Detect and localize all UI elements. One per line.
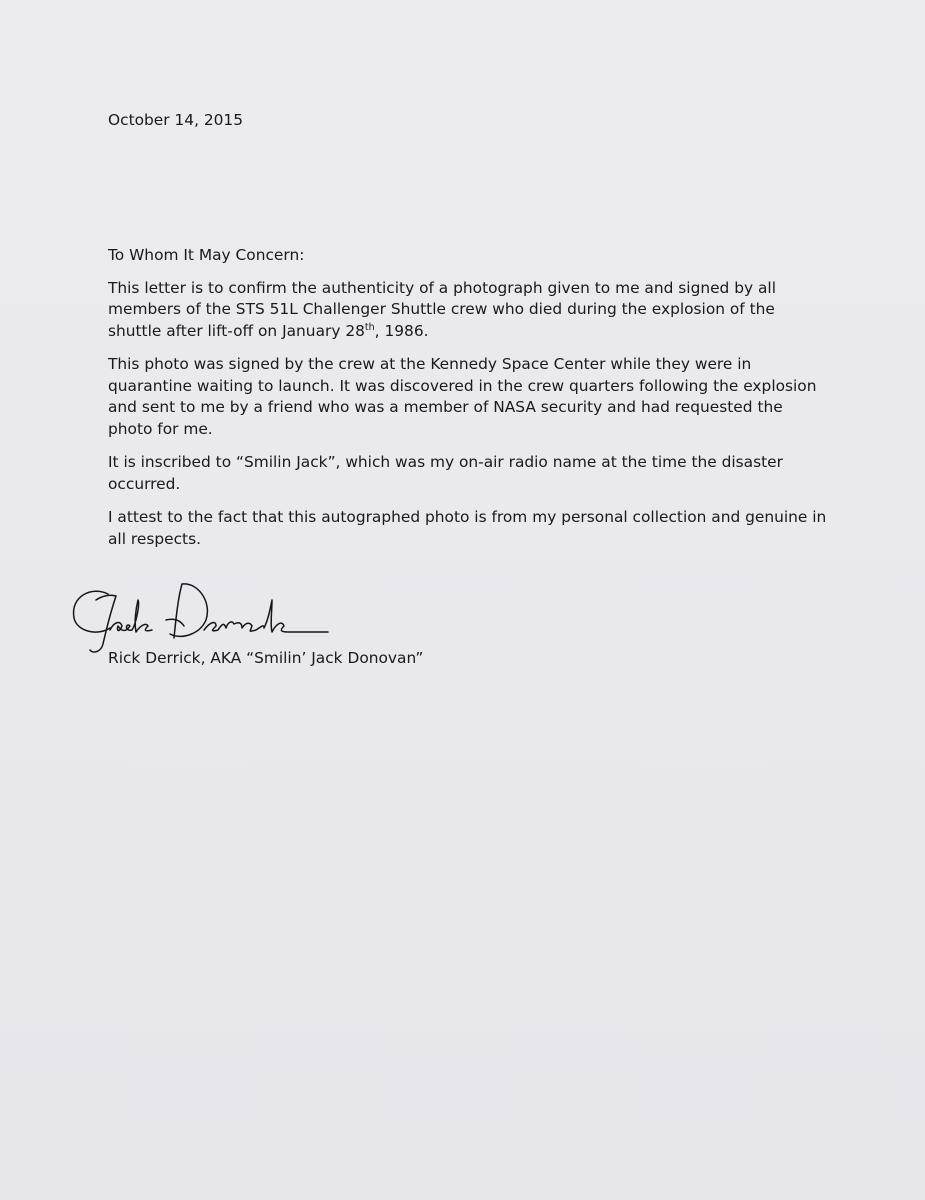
letter-date: October 14, 2015: [108, 111, 244, 129]
ordinal-suffix: th: [364, 321, 375, 333]
signatory-name: Rick Derrick, AKA “Smilin’ Jack Donovan”: [108, 649, 424, 667]
paragraph-authenticity: [108, 278, 828, 343]
letter-body: [108, 245, 828, 562]
handwritten-signature: [66, 574, 336, 654]
paragraph-attestation: I attest to the fact that this autographed photo is from my personal collection and genuine in all respects.: [108, 508, 827, 548]
paragraph-authenticity-text: This letter is to confirm the authenticity of a photograph given to me and signed by all members of the STS 51L Challenger Shuttle crew who died during the explosion of the shuttle after lift-off on January 28: [108, 278, 776, 340]
salutation: To Whom It May Concern:: [108, 246, 305, 264]
paragraph-authenticity-year: , 1986.: [374, 321, 429, 340]
paragraph-photo-origin: This photo was signed by the crew at the Kennedy Space Center while they were in quarantine waiting to launch. It was discovered in the crew quarters following the explosion and sent to me by a friend who was a member of NASA security and had requested the photo for me.: [108, 355, 817, 438]
paragraph-inscription: It is inscribed to “Smilin Jack”, which was my on-air radio name at the time the disaster occurred.: [108, 453, 783, 493]
